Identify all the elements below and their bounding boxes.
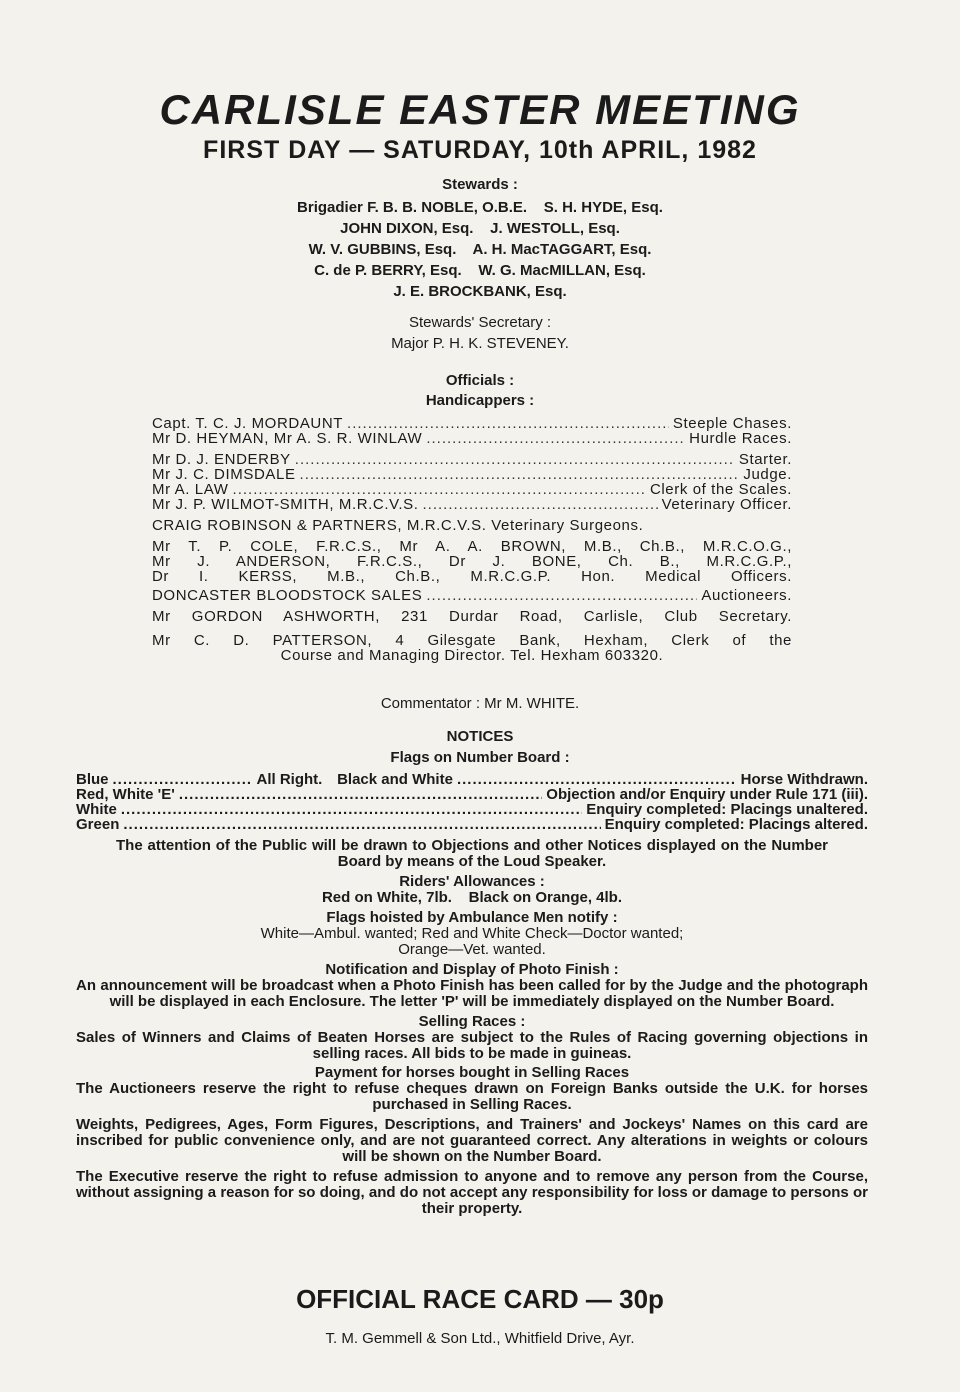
meeting-title: CARLISLE EASTER MEETING	[159, 86, 801, 133]
printer-credit: T. M. Gemmell & Son Ltd., Whitfield Drive, Ayr.	[325, 1330, 635, 1347]
official-row: Mr J. P. WILMOT-SMITH, M.R.C.V.S. ..... Veterinary Officer.	[152, 497, 792, 512]
ambulance-line: Orange—Vet. wanted.	[398, 941, 546, 958]
ambulance-line: White—Ambul. wanted; Red and White Check—Doctor wanted;	[260, 925, 684, 942]
handicappers-heading: Handicappers :	[425, 392, 535, 409]
flag-row: Red, White 'E' ..... Objection and/or Enquiry under Rule 171 (iii).	[76, 787, 868, 802]
notices-heading: NOTICES	[446, 728, 514, 745]
official-row: Mr J. C. DIMSDALE ..... Judge.	[152, 467, 792, 482]
clerk-of-course-line-1: Mr C. D. PATTERSON, 4 Gilesgate Bank, Hexham, Clerk of the	[152, 632, 792, 649]
photo-finish-heading: Notification and Display of Photo Finish :	[325, 961, 619, 978]
stewards-line: JOHN DIXON, Esq. J. WESTOLL, Esq.	[340, 220, 620, 237]
secretary-heading: Stewards' Secretary :	[408, 314, 552, 331]
stewards-line: W. V. GUBBINS, Esq. A. H. MacTAGGART, Esq.	[308, 241, 652, 258]
flag-row: White ..... Enquiry completed: Placings unaltered.	[76, 802, 868, 817]
stewards-heading: Stewards :	[442, 176, 518, 193]
official-row: Mr A. LAW ..... Clerk of the Scales.	[152, 482, 792, 497]
flag-row: Green ..... Enquiry completed: Placings altered.	[76, 817, 868, 832]
flag-row: Blue ..... All Right. Black and White ..... Horse Withdrawn.	[76, 772, 868, 787]
medical-line: Mr T. P. COLE, F.R.C.S., Mr A. A. BROWN, M.B., Ch.B., M.R.C.O.G.,	[152, 538, 792, 555]
stewards-line: Brigadier F. B. B. NOBLE, O.B.E. S. H. HYDE, Esq.	[297, 199, 663, 216]
officials-list	[152, 416, 792, 663]
official-row: Mr D. HEYMAN, Mr A. S. R. WINLAW ..... Hurdle Races.	[152, 431, 792, 446]
ambulance-heading: Flags hoisted by Ambulance Men notify :	[326, 909, 618, 926]
auctioneers-row: DONCASTER BLOODSTOCK SALES ..... Auctioneers.	[152, 588, 792, 603]
stewards-line: C. de P. BERRY, Esq. W. G. MacMILLAN, Esq.	[314, 262, 646, 279]
race-card-price: OFFICIAL RACE CARD — 30p	[296, 1284, 664, 1314]
flags-list	[76, 772, 868, 1217]
stewards-section	[0, 176, 960, 354]
officials-heading: Officials :	[445, 372, 515, 389]
flags-heading: Flags on Number Board :	[390, 749, 570, 766]
official-row: Capt. T. C. J. MORDAUNT ..... Steeple Chases.	[152, 416, 792, 431]
selling-heading: Selling Races :	[418, 1013, 526, 1030]
stewards-secretary: Major P. H. K. STEVENEY.	[391, 335, 569, 352]
executive-notice: The Executive reserve the right to refuse admission to anyone and to remove any person from the Course, without assigning a reason for so doing, and do not accept any responsibility for loss or damage to persons or their property.	[76, 1168, 868, 1217]
veterinary-surgeons: CRAIG ROBINSON & PARTNERS, M.R.C.V.S. Veterinary Surgeons.	[152, 517, 644, 534]
official-row: Mr D. J. ENDERBY ..... Starter.	[152, 452, 792, 467]
club-secretary: Mr GORDON ASHWORTH, 231 Durdar Road, Carlisle, Club Secretary.	[152, 608, 792, 625]
riders-heading: Riders' Allowances :	[399, 873, 545, 890]
medical-line: Mr J. ANDERSON, F.R.C.S., Dr J. BONE, Ch. B., M.R.C.G.P.,	[152, 553, 792, 570]
payment-notice: The Auctioneers reserve the right to refuse cheques drawn on Foreign Banks outside the U.K. for horses purchased in Selling Races.	[76, 1080, 868, 1113]
commentator: Commentator : Mr M. WHITE.	[380, 695, 580, 712]
clerk-of-course-line-2: Course and Managing Director. Tel. Hexham 603320.	[280, 647, 664, 664]
selling-notice: Sales of Winners and Claims of Beaten Horses are subject to the Rules of Racing governing objections in selling races. All bids to be made in guineas.	[76, 1029, 868, 1062]
weights-notice: Weights, Pedigrees, Ages, Form Figures, Descriptions, and Trainers' and Jockeys' Names on this card are inscribed for public convenience only, and are not guaranteed correct. Any alterations in weights or colours will be shown on the Number Board.	[76, 1116, 868, 1165]
meeting-date: FIRST DAY — SATURDAY, 10th APRIL, 1982	[203, 136, 757, 164]
stewards-line: J. E. BROCKBANK, Esq.	[393, 283, 567, 300]
officials-headings	[0, 372, 960, 409]
payment-heading: Payment for horses bought in Selling Races	[314, 1064, 630, 1081]
photo-finish-notice: An announcement will be broadcast when a Photo Finish has been called for by the Judge and the photograph will be displayed in each Enclosure. The letter 'P' will be immediately displayed on the Number Board.	[76, 977, 868, 1010]
notices-headings	[0, 728, 960, 766]
riders-allowances: Red on White, 7lb. Black on Orange, 4lb.	[321, 889, 623, 906]
medical-line: Dr I. KERSS, M.B., Ch.B., M.R.C.G.P. Hon. Medical Officers.	[152, 568, 792, 585]
attention-notice: The attention of the Public will be drawn to Objections and other Notices displayed on the Number Board by means of the Loud Speaker.	[116, 837, 828, 870]
